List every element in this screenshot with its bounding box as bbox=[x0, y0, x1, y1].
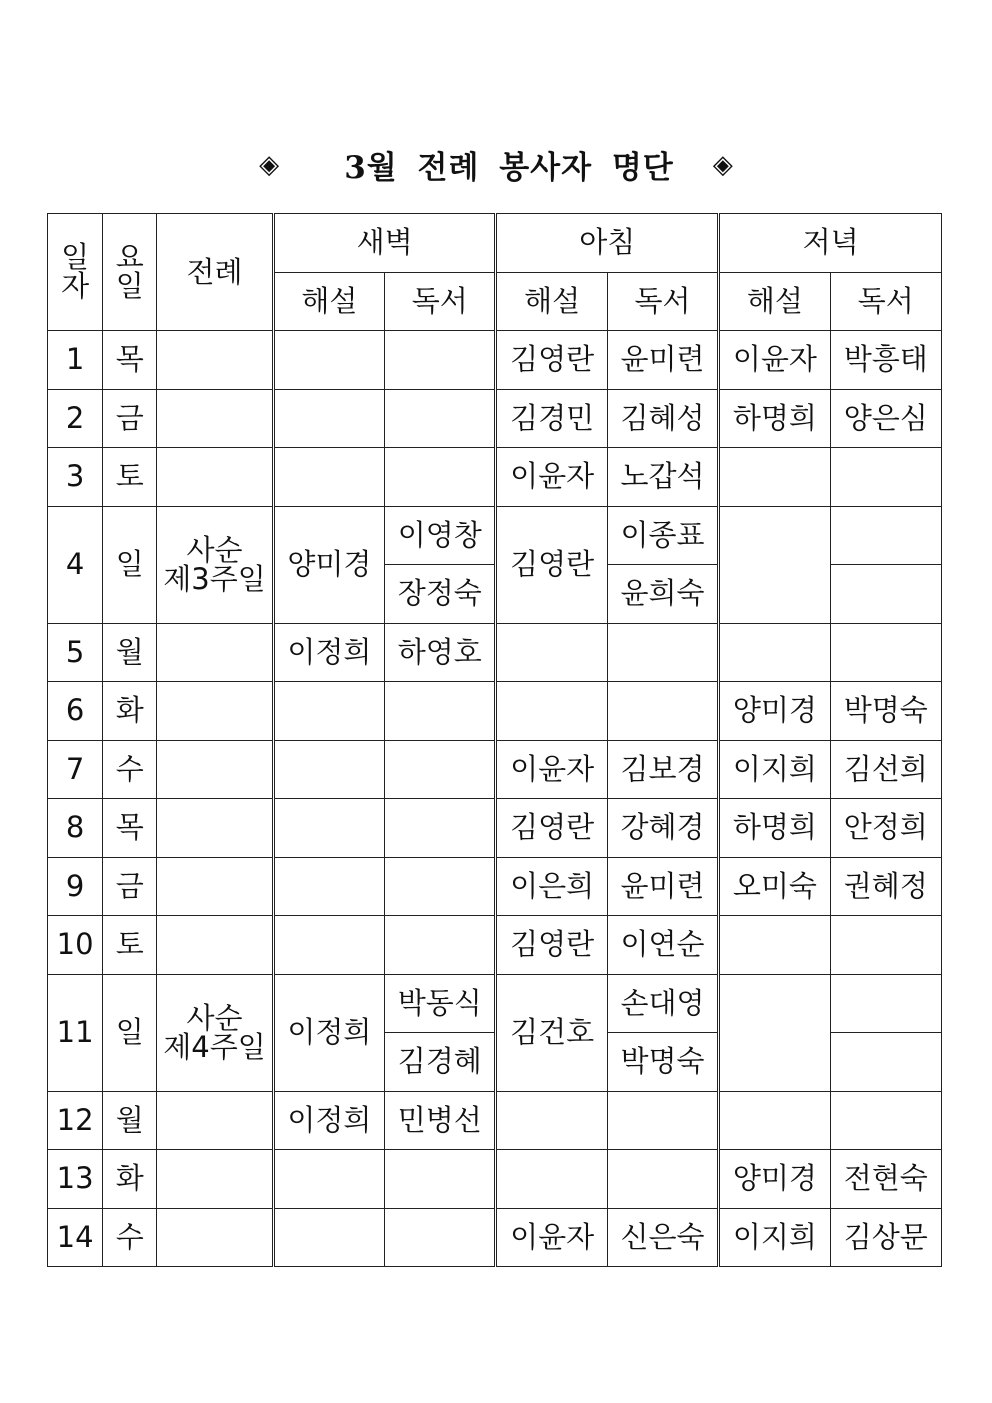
day-cell: 6 bbox=[48, 682, 103, 741]
subheader-reading: 독서 bbox=[385, 272, 496, 331]
header-dawn: 새벽 bbox=[273, 214, 496, 273]
weekday-cell: 금 bbox=[103, 389, 157, 448]
table-row bbox=[48, 623, 942, 682]
header-row bbox=[48, 214, 942, 273]
evening-reading-cell bbox=[830, 448, 941, 507]
table-row bbox=[48, 506, 942, 565]
day-cell: 9 bbox=[48, 857, 103, 916]
morning-commentary-cell: 이윤자 bbox=[496, 740, 607, 799]
evening-reading-cell bbox=[830, 1033, 941, 1092]
day-cell: 8 bbox=[48, 799, 103, 858]
evening-commentary-cell bbox=[719, 1091, 830, 1150]
evening-commentary-cell: 이지희 bbox=[719, 740, 830, 799]
header-day: 일 자 bbox=[48, 214, 103, 331]
table-row bbox=[48, 857, 942, 916]
dawn-commentary-cell: 양미경 bbox=[273, 506, 384, 623]
liturgy-cell bbox=[157, 1208, 273, 1267]
weekday-cell: 토 bbox=[103, 916, 157, 975]
dawn-commentary-cell bbox=[273, 740, 384, 799]
evening-commentary-cell bbox=[719, 623, 830, 682]
title-text: 3월 전례 봉사자 명단 bbox=[344, 150, 674, 186]
morning-commentary-cell: 이윤자 bbox=[496, 448, 607, 507]
table-row bbox=[48, 1150, 942, 1209]
morning-commentary-cell: 김영란 bbox=[496, 506, 607, 623]
liturgy-season: 사순 bbox=[186, 532, 243, 567]
dawn-reading-cell: 장정숙 bbox=[385, 565, 496, 624]
table-row bbox=[48, 916, 942, 975]
evening-reading-cell bbox=[830, 974, 941, 1033]
dawn-reading-cell: 김경혜 bbox=[385, 1033, 496, 1092]
dawn-reading-cell: 민병선 bbox=[385, 1091, 496, 1150]
morning-reading-cell: 윤미련 bbox=[607, 857, 718, 916]
morning-reading-cell bbox=[607, 1150, 718, 1209]
liturgy-week: 제4주일 bbox=[163, 1029, 266, 1064]
table-row bbox=[48, 389, 942, 448]
liturgy-cell bbox=[157, 974, 273, 1091]
diamond-icon: ◈ bbox=[712, 149, 733, 180]
table-row bbox=[48, 331, 942, 390]
evening-reading-cell: 김선희 bbox=[830, 740, 941, 799]
morning-reading-cell: 이종표 bbox=[607, 506, 718, 565]
morning-reading-cell bbox=[607, 623, 718, 682]
day-cell: 2 bbox=[48, 389, 103, 448]
liturgy-cell bbox=[157, 857, 273, 916]
liturgy-cell bbox=[157, 740, 273, 799]
evening-commentary-cell bbox=[719, 448, 830, 507]
header-liturgy: 전례 bbox=[157, 214, 273, 331]
morning-reading-cell: 신은숙 bbox=[607, 1208, 718, 1267]
evening-commentary-cell: 이윤자 bbox=[719, 331, 830, 390]
dawn-commentary-cell: 이정희 bbox=[273, 1091, 384, 1150]
evening-reading-cell: 박흥태 bbox=[830, 331, 941, 390]
morning-commentary-cell: 이윤자 bbox=[496, 1208, 607, 1267]
dawn-reading-cell bbox=[385, 1150, 496, 1209]
evening-commentary-cell: 오미숙 bbox=[719, 857, 830, 916]
morning-reading-cell bbox=[607, 682, 718, 741]
day-cell: 1 bbox=[48, 331, 103, 390]
morning-reading-cell: 윤희숙 bbox=[607, 565, 718, 624]
dawn-commentary-cell bbox=[273, 682, 384, 741]
day-cell: 4 bbox=[48, 506, 103, 623]
dawn-reading-cell bbox=[385, 799, 496, 858]
dawn-reading-cell: 하영호 bbox=[385, 623, 496, 682]
roster-body bbox=[48, 331, 942, 1267]
dawn-reading-cell bbox=[385, 916, 496, 975]
dawn-reading-cell bbox=[385, 740, 496, 799]
table-row bbox=[48, 1208, 942, 1267]
morning-reading-cell bbox=[607, 1091, 718, 1150]
evening-commentary-cell: 이지희 bbox=[719, 1208, 830, 1267]
liturgy-week: 제3주일 bbox=[163, 561, 266, 596]
weekday-cell: 수 bbox=[103, 740, 157, 799]
table-row bbox=[48, 682, 942, 741]
morning-commentary-cell: 이은희 bbox=[496, 857, 607, 916]
subheader-commentary: 해설 bbox=[719, 272, 830, 331]
liturgy-cell bbox=[157, 623, 273, 682]
table-row bbox=[48, 448, 942, 507]
dawn-reading-cell bbox=[385, 448, 496, 507]
weekday-cell: 일 bbox=[103, 974, 157, 1091]
dawn-commentary-cell bbox=[273, 389, 384, 448]
liturgy-cell bbox=[157, 389, 273, 448]
morning-commentary-cell: 김영란 bbox=[496, 799, 607, 858]
table-row bbox=[48, 974, 942, 1033]
table-row bbox=[48, 1091, 942, 1150]
weekday-cell: 토 bbox=[103, 448, 157, 507]
header-morning: 아침 bbox=[496, 214, 719, 273]
morning-reading-cell: 윤미련 bbox=[607, 331, 718, 390]
day-cell: 11 bbox=[48, 974, 103, 1091]
page-title bbox=[0, 142, 992, 192]
evening-reading-cell: 양은심 bbox=[830, 389, 941, 448]
morning-reading-cell: 김보경 bbox=[607, 740, 718, 799]
volunteer-roster-table bbox=[47, 213, 942, 1267]
evening-reading-cell: 전현숙 bbox=[830, 1150, 941, 1209]
evening-commentary-cell: 양미경 bbox=[719, 682, 830, 741]
liturgy-cell bbox=[157, 682, 273, 741]
morning-commentary-cell: 김영란 bbox=[496, 916, 607, 975]
morning-commentary-cell bbox=[496, 623, 607, 682]
day-cell: 12 bbox=[48, 1091, 103, 1150]
day-cell: 14 bbox=[48, 1208, 103, 1267]
evening-commentary-cell: 하명희 bbox=[719, 799, 830, 858]
evening-reading-cell: 박명숙 bbox=[830, 682, 941, 741]
evening-reading-cell: 안정희 bbox=[830, 799, 941, 858]
dawn-commentary-cell: 이정희 bbox=[273, 623, 384, 682]
liturgy-cell bbox=[157, 916, 273, 975]
morning-commentary-cell: 김영란 bbox=[496, 331, 607, 390]
evening-reading-cell bbox=[830, 506, 941, 565]
dawn-reading-cell bbox=[385, 682, 496, 741]
table-row bbox=[48, 799, 942, 858]
weekday-cell: 금 bbox=[103, 857, 157, 916]
morning-commentary-cell: 김건호 bbox=[496, 974, 607, 1091]
dawn-commentary-cell bbox=[273, 448, 384, 507]
evening-commentary-cell: 하명희 bbox=[719, 389, 830, 448]
dawn-commentary-cell bbox=[273, 1208, 384, 1267]
diamond-icon: ◈ bbox=[259, 149, 280, 180]
dawn-reading-cell bbox=[385, 1208, 496, 1267]
morning-commentary-cell bbox=[496, 1091, 607, 1150]
liturgy-cell bbox=[157, 506, 273, 623]
dawn-commentary-cell bbox=[273, 916, 384, 975]
evening-reading-cell bbox=[830, 565, 941, 624]
morning-reading-cell: 손대영 bbox=[607, 974, 718, 1033]
evening-reading-cell bbox=[830, 916, 941, 975]
liturgy-cell bbox=[157, 1091, 273, 1150]
subheader-commentary: 해설 bbox=[496, 272, 607, 331]
evening-commentary-cell bbox=[719, 974, 830, 1091]
day-cell: 5 bbox=[48, 623, 103, 682]
dawn-reading-cell bbox=[385, 389, 496, 448]
weekday-cell: 화 bbox=[103, 682, 157, 741]
weekday-cell: 수 bbox=[103, 1208, 157, 1267]
subheader-reading: 독서 bbox=[830, 272, 941, 331]
morning-commentary-cell: 김경민 bbox=[496, 389, 607, 448]
weekday-cell: 목 bbox=[103, 331, 157, 390]
morning-reading-cell: 김혜성 bbox=[607, 389, 718, 448]
table-row bbox=[48, 740, 942, 799]
liturgy-cell bbox=[157, 799, 273, 858]
header-weekday: 요 일 bbox=[103, 214, 157, 331]
morning-reading-cell: 박명숙 bbox=[607, 1033, 718, 1092]
evening-reading-cell: 권혜정 bbox=[830, 857, 941, 916]
weekday-cell: 일 bbox=[103, 506, 157, 623]
morning-reading-cell: 노갑석 bbox=[607, 448, 718, 507]
morning-commentary-cell bbox=[496, 682, 607, 741]
liturgy-season: 사순 bbox=[186, 1000, 243, 1035]
dawn-commentary-cell bbox=[273, 331, 384, 390]
evening-reading-cell bbox=[830, 623, 941, 682]
dawn-reading-cell: 이영창 bbox=[385, 506, 496, 565]
dawn-commentary-cell bbox=[273, 1150, 384, 1209]
morning-reading-cell: 강혜경 bbox=[607, 799, 718, 858]
dawn-reading-cell bbox=[385, 857, 496, 916]
evening-commentary-cell bbox=[719, 506, 830, 623]
evening-commentary-cell: 양미경 bbox=[719, 1150, 830, 1209]
evening-reading-cell bbox=[830, 1091, 941, 1150]
morning-commentary-cell bbox=[496, 1150, 607, 1209]
weekday-cell: 월 bbox=[103, 1091, 157, 1150]
day-cell: 3 bbox=[48, 448, 103, 507]
subheader-commentary: 해설 bbox=[273, 272, 384, 331]
subheader-reading: 독서 bbox=[607, 272, 718, 331]
liturgy-cell bbox=[157, 331, 273, 390]
dawn-commentary-cell: 이정희 bbox=[273, 974, 384, 1091]
evening-reading-cell: 김상문 bbox=[830, 1208, 941, 1267]
liturgy-cell bbox=[157, 448, 273, 507]
dawn-reading-cell bbox=[385, 331, 496, 390]
header-evening: 저녁 bbox=[719, 214, 942, 273]
weekday-cell: 월 bbox=[103, 623, 157, 682]
liturgy-cell bbox=[157, 1150, 273, 1209]
day-cell: 13 bbox=[48, 1150, 103, 1209]
dawn-commentary-cell bbox=[273, 857, 384, 916]
weekday-cell: 목 bbox=[103, 799, 157, 858]
weekday-cell: 화 bbox=[103, 1150, 157, 1209]
dawn-commentary-cell bbox=[273, 799, 384, 858]
day-cell: 7 bbox=[48, 740, 103, 799]
dawn-reading-cell: 박동식 bbox=[385, 974, 496, 1033]
morning-reading-cell: 이연순 bbox=[607, 916, 718, 975]
day-cell: 10 bbox=[48, 916, 103, 975]
evening-commentary-cell bbox=[719, 916, 830, 975]
